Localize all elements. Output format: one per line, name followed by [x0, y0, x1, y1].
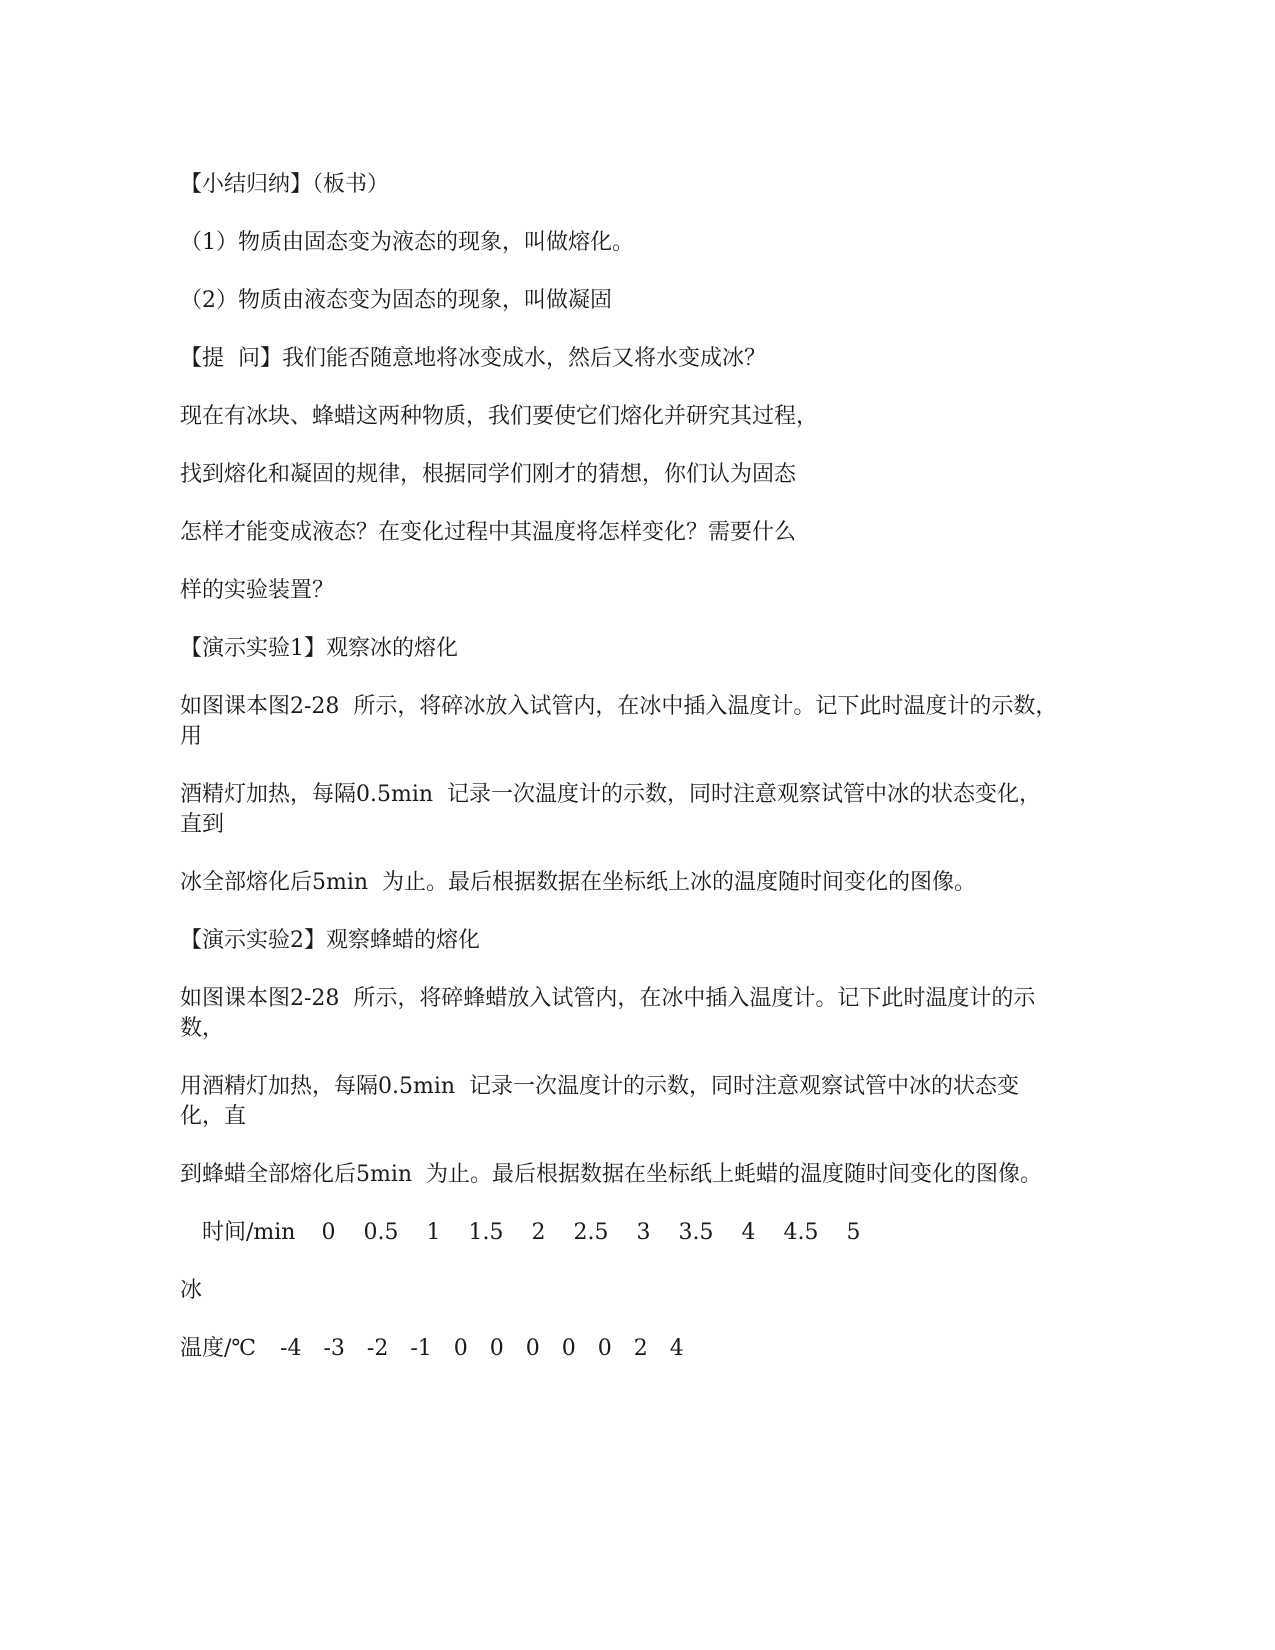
time-cell: 3.5: [678, 1220, 714, 1245]
time-cell: 1: [426, 1220, 441, 1245]
temperature-cell: 0: [597, 1336, 612, 1361]
time-cell: 1.5: [468, 1220, 504, 1245]
substance-label: 冰: [180, 1278, 203, 1303]
temperature-cell: 0: [453, 1336, 468, 1361]
experiment-2-paragraph-3: 到蜂蜡全部熔化后5min 为止。最后根据数据在坐标纸上蚝蜡的温度随时间变化的图像。: [180, 1162, 1043, 1187]
temperature-cell: -1: [410, 1336, 432, 1361]
time-cell: 2: [531, 1220, 546, 1245]
question-line-1: 现在有冰块、蜂蜡这两种物质，我们要使它们熔化并研究其过程，: [180, 404, 819, 429]
time-row: [180, 1218, 1060, 1248]
time-label: 时间/min: [202, 1220, 296, 1245]
experiment-2-paragraph-2: 用酒精灯加热，每隔0.5min 记录一次温度计的示数，同时注意观察试管中冰的状态变化，直: [180, 1074, 1020, 1129]
temperature-cell: 0: [561, 1336, 576, 1361]
time-cell: 0: [321, 1220, 336, 1245]
question-line-4: 样的实验装置？: [180, 578, 335, 603]
temperature-cell: 0: [525, 1336, 540, 1361]
summary-item-1: （1）物质由固态变为液态的现象，叫做熔化。: [180, 230, 634, 255]
time-cell: 5: [846, 1220, 861, 1245]
time-cell: 2.5: [573, 1220, 609, 1245]
temperature-cell: -4: [280, 1336, 302, 1361]
time-cell: 4: [741, 1220, 756, 1245]
temperature-label: 温度/℃: [180, 1336, 257, 1361]
summary-item-2: （2）物质由液态变为固态的现象，叫做凝固: [180, 288, 612, 313]
time-cell: 0.5: [363, 1220, 399, 1245]
question-line-3: 怎样才能变成液态？在变化过程中其温度将怎样变化？需要什么: [180, 520, 797, 545]
experiment-1-paragraph-1: 如图课本图2-28 所示，将碎冰放入试管内，在冰中插入温度计。记下此时温度计的示数，用: [180, 694, 1058, 749]
experiment-1-paragraph-3: 冰全部熔化后5min 为止。最后根据数据在坐标纸上冰的温度随时间变化的图像。: [180, 870, 977, 895]
question-heading: 【提 问】我们能否随意地将冰变成水，然后又将水变成冰？: [180, 346, 766, 371]
summary-heading: 【小结归纳】（板书）: [180, 172, 390, 197]
experiment-1-heading: 【演示实验1】观察冰的熔化: [180, 636, 458, 661]
temperature-cell: 4: [669, 1336, 684, 1361]
question-line-2: 找到熔化和凝固的规律，根据同学们刚才的猜想，你们认为固态: [180, 462, 797, 487]
temperature-cell: 0: [489, 1336, 504, 1361]
temperature-cell: -3: [323, 1336, 345, 1361]
experiment-1-paragraph-2: 酒精灯加热，每隔0.5min 记录一次温度计的示数，同时注意观察试管中冰的状态变化，直到: [180, 782, 1042, 837]
temperature-row: [180, 1334, 1060, 1364]
temperature-cell: 2: [633, 1336, 648, 1361]
time-cell: 3: [636, 1220, 651, 1245]
experiment-2-heading: 【演示实验2】观察蜂蜡的熔化: [180, 928, 480, 953]
document-page: [180, 170, 1060, 1392]
time-cell: 4.5: [783, 1220, 819, 1245]
temperature-cell: -2: [366, 1336, 389, 1361]
experiment-2-paragraph-1: 如图课本图2-28 所示，将碎蜂蜡放入试管内，在冰中插入温度计。记下此时温度计的示数，: [180, 986, 1036, 1041]
